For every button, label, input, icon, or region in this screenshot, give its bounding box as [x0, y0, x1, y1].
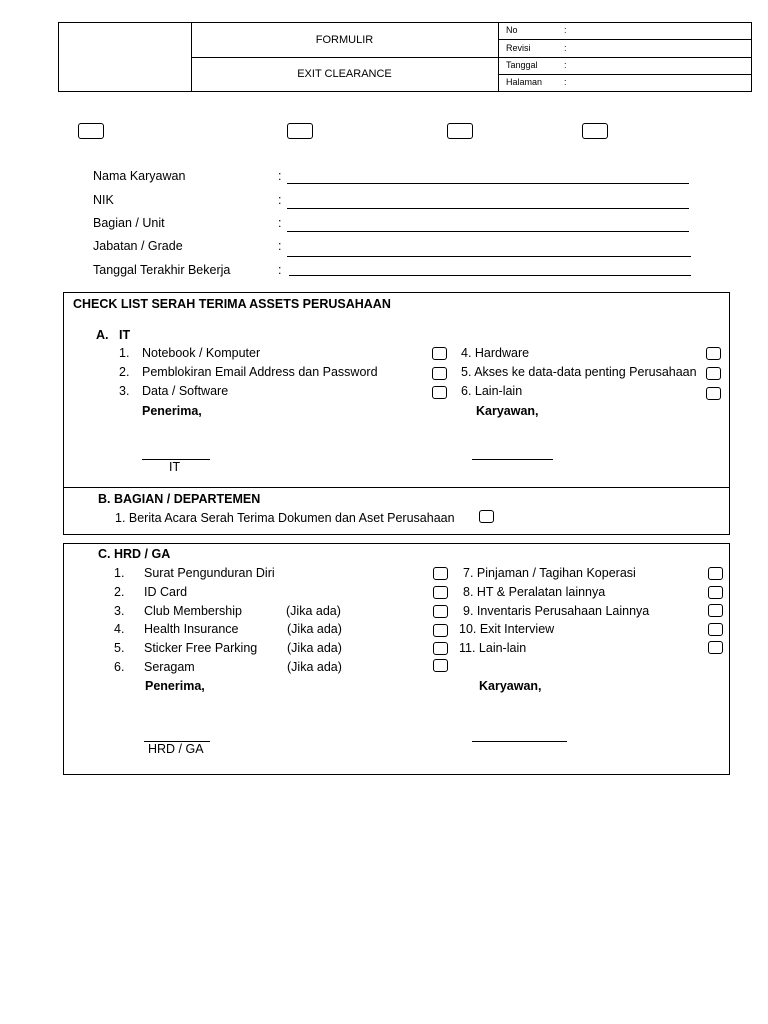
- hrd-item-num: 4.: [114, 622, 125, 636]
- it-item-num: 1.: [119, 346, 130, 360]
- hrd-checkbox-seragam[interactable]: [433, 659, 448, 672]
- field-sep-jabatan: :: [278, 239, 282, 253]
- hrd-item-num: 6.: [114, 660, 125, 674]
- hrd-item-note: (Jika ada): [287, 641, 342, 655]
- meta-no-label: No: [506, 25, 518, 35]
- it-checkbox-email[interactable]: [432, 367, 447, 380]
- hrd-checkbox-lain[interactable]: [708, 641, 723, 654]
- it-item-label: 4. Hardware: [461, 346, 530, 360]
- it-item-label: Notebook / Komputer: [142, 346, 261, 360]
- dept-heading: B. BAGIAN / DEPARTEMEN: [98, 492, 261, 506]
- dept-checkbox-berita-acara[interactable]: [479, 510, 494, 523]
- hrd-checkbox-idcard[interactable]: [433, 586, 448, 599]
- hrd-checkbox-health[interactable]: [433, 624, 448, 637]
- field-sep-nama: :: [278, 169, 282, 183]
- it-receiver-label: Penerima,: [142, 404, 202, 418]
- meta-halaman-sep: :: [564, 77, 567, 87]
- field-sep-nik: :: [278, 193, 282, 207]
- field-label-nik: NIK: [93, 193, 114, 207]
- meta-row-divider: [498, 39, 752, 40]
- it-item-label: 5. Akses ke data-data penting Perusahaan: [461, 365, 697, 379]
- meta-revisi-label: Revisi: [506, 43, 531, 53]
- field-line-nik[interactable]: [287, 208, 689, 209]
- it-checkbox-lain[interactable]: [706, 387, 721, 400]
- meta-halaman-label: Halaman: [506, 77, 543, 87]
- option-checkbox-1[interactable]: [78, 123, 104, 139]
- hrd-checkbox-inventaris[interactable]: [708, 604, 723, 617]
- meta-revisi-sep: :: [564, 43, 567, 53]
- hrd-item-note: (Jika ada): [287, 622, 342, 636]
- hrd-heading: C. HRD / GA: [98, 547, 171, 561]
- hrd-item-label: Sticker Free Parking: [144, 641, 258, 655]
- option-checkbox-3[interactable]: [447, 123, 473, 139]
- hrd-item-label: Seragam: [144, 660, 195, 674]
- it-heading: IT: [119, 328, 131, 342]
- hrd-item-label: Health Insurance: [144, 622, 239, 636]
- hrd-item-label: Club Membership: [144, 604, 242, 618]
- hrd-checkbox-ht[interactable]: [708, 586, 723, 599]
- it-heading-letter: A.: [96, 328, 109, 342]
- form-title: FORMULIR: [315, 34, 374, 46]
- meta-no-sep: :: [564, 25, 567, 35]
- option-checkbox-2[interactable]: [287, 123, 313, 139]
- hrd-checkbox-exit-interview[interactable]: [708, 623, 723, 636]
- hrd-item-label: 7. Pinjaman / Tagihan Koperasi: [463, 566, 636, 580]
- it-checkbox-notebook[interactable]: [432, 347, 447, 360]
- it-item-label: Pemblokiran Email Address dan Password: [142, 365, 378, 379]
- hrd-checkbox-club[interactable]: [433, 605, 448, 618]
- meta-tanggal-sep: :: [564, 60, 567, 70]
- hrd-item-label: 10. Exit Interview: [459, 622, 555, 636]
- hrd-item-num: 2.: [114, 585, 125, 599]
- logo-area: [59, 23, 190, 91]
- hrd-checkbox-surat[interactable]: [433, 567, 448, 580]
- field-label-bagian: Bagian / Unit: [93, 216, 165, 230]
- hrd-receiver-sign: HRD / GA: [148, 742, 204, 756]
- meta-row-divider: [498, 57, 752, 58]
- field-line-tanggal-terakhir[interactable]: [289, 275, 691, 276]
- field-label-nama: Nama Karyawan: [93, 169, 186, 183]
- hrd-checkbox-sticker[interactable]: [433, 642, 448, 655]
- it-item-num: 3.: [119, 384, 130, 398]
- it-checkbox-hardware[interactable]: [706, 347, 721, 360]
- dept-item-label: 1. Berita Acara Serah Terima Dokumen dan Aset Perusahaan: [115, 511, 455, 525]
- hrd-checkbox-pinjaman[interactable]: [708, 567, 723, 580]
- hrd-employee-signature-line[interactable]: [472, 741, 567, 742]
- it-checkbox-data[interactable]: [432, 386, 447, 399]
- it-receiver-sign: IT: [169, 460, 181, 474]
- hrd-item-label: ID Card: [144, 585, 188, 599]
- it-item-label: Data / Software: [142, 384, 229, 398]
- section-divider: [63, 487, 730, 488]
- checklist-title: CHECK LIST SERAH TERIMA ASSETS PERUSAHAAN: [73, 297, 391, 311]
- field-line-jabatan[interactable]: [287, 256, 691, 257]
- hrd-item-label: 8. HT & Peralatan lainnya: [463, 585, 606, 599]
- hrd-item-label: 11. Lain-lain: [459, 641, 527, 655]
- field-sep-tanggal-terakhir: :: [278, 263, 282, 277]
- hrd-item-num: 3.: [114, 604, 125, 618]
- it-item-label: 6. Lain-lain: [461, 384, 523, 398]
- option-checkbox-4[interactable]: [582, 123, 608, 139]
- meta-row-divider: [498, 74, 752, 75]
- it-checkbox-akses[interactable]: [706, 367, 721, 380]
- field-label-tanggal-terakhir: Tanggal Terakhir Bekerja: [93, 263, 231, 277]
- field-line-bagian[interactable]: [287, 231, 689, 232]
- it-item-num: 2.: [119, 365, 130, 379]
- field-sep-bagian: :: [278, 216, 282, 230]
- it-employee-signature-line[interactable]: [472, 459, 553, 460]
- hrd-item-num: 1.: [114, 566, 125, 580]
- hrd-item-num: 5.: [114, 641, 125, 655]
- field-label-jabatan: Jabatan / Grade: [93, 239, 183, 253]
- hrd-receiver-label: Penerima,: [145, 679, 205, 693]
- hrd-item-label: Surat Pengunduran Diri: [144, 566, 275, 580]
- form-subtitle: EXIT CLEARANCE: [297, 68, 392, 80]
- it-employee-label: Karyawan,: [476, 404, 539, 418]
- field-line-nama[interactable]: [287, 183, 689, 184]
- meta-tanggal-label: Tanggal: [506, 60, 538, 70]
- hrd-item-note: (Jika ada): [286, 604, 341, 618]
- hrd-item-label: 9. Inventaris Perusahaan Lainnya: [463, 604, 650, 618]
- header-divider-title: [191, 57, 498, 58]
- hrd-employee-label: Karyawan,: [479, 679, 542, 693]
- hrd-item-note: (Jika ada): [287, 660, 342, 674]
